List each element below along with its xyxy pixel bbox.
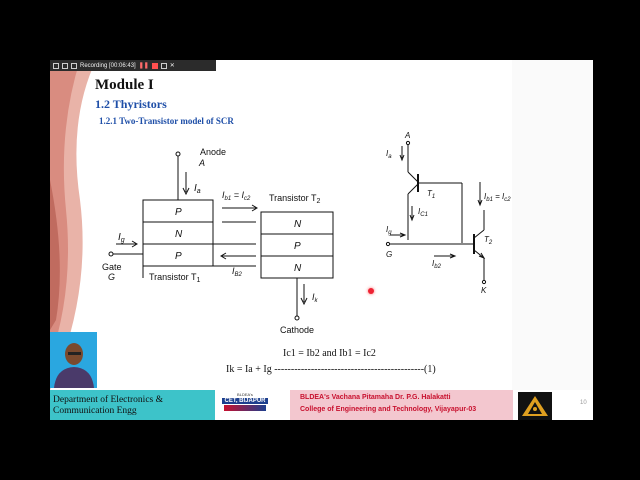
t1-subscript: 1 bbox=[196, 277, 201, 284]
subsection-title: 1.2.1 Two-Transistor model of SCR bbox=[99, 116, 234, 126]
close-icon[interactable]: ✕ bbox=[169, 63, 175, 69]
anode-letter: A bbox=[199, 158, 206, 168]
logo-line-1: BLDEA's bbox=[237, 392, 253, 397]
copy-icon[interactable] bbox=[62, 63, 68, 69]
svg-text:IC1 bbox=[418, 207, 428, 218]
college-emblem bbox=[518, 392, 552, 420]
svg-text:Ig bbox=[118, 232, 125, 244]
slide-number: 10 bbox=[580, 400, 587, 406]
t2-layer-n-top: N bbox=[294, 219, 302, 230]
equation-1: Ik = Ia + Ig ---------------------------------------------(1) bbox=[226, 364, 436, 375]
svg-text:Transistor T1 bbox=[149, 272, 201, 284]
college-line-2: College of Engineering and Technology, Vijayapur-03 bbox=[300, 406, 477, 413]
svg-text:Ia bbox=[194, 183, 201, 195]
circuit-cathode-letter: K bbox=[481, 286, 487, 295]
circuit-anode-letter: A bbox=[405, 131, 411, 140]
circuit-ig-subscript: g bbox=[388, 230, 392, 236]
circuit-ib2-label: I bbox=[432, 259, 435, 268]
two-transistor-circuit-diagram bbox=[380, 130, 515, 310]
department-line-2: Communication Engg bbox=[53, 406, 137, 416]
anode-label: Anode bbox=[200, 147, 227, 157]
circuit-t1-label: T bbox=[427, 189, 432, 198]
circuit-ib1-label: I bbox=[484, 192, 487, 201]
circuit-ia-label: I bbox=[386, 149, 389, 158]
t1-layer-p-top: P bbox=[175, 207, 182, 218]
circuit-ig-label: I bbox=[386, 225, 389, 234]
svg-text:T1 bbox=[427, 189, 435, 200]
two-transistor-block-diagram bbox=[98, 144, 358, 344]
camera-icon[interactable] bbox=[161, 63, 167, 69]
transistor-t2-label: Transistor T bbox=[269, 193, 317, 203]
circuit-ia-subscript: a bbox=[388, 154, 392, 160]
svg-text:Ib1 = Ic2: $I_{b1} = I_{c2}$ bbox=[484, 192, 511, 203]
ig-label: I bbox=[118, 232, 121, 243]
ib1-label: I bbox=[222, 190, 225, 200]
ib2-subscript: B2 bbox=[234, 272, 242, 278]
laser-pointer bbox=[368, 288, 374, 294]
t2-subscript: 2 bbox=[316, 198, 321, 205]
cathode-label: Cathode bbox=[280, 325, 315, 335]
ik-subscript: k bbox=[314, 298, 318, 304]
pause-icon[interactable]: ❚❚ bbox=[138, 63, 149, 69]
cet-bijapur-logo bbox=[220, 390, 270, 420]
logo-graphic bbox=[224, 405, 266, 411]
svg-text:Ia bbox=[386, 149, 392, 160]
window-icon[interactable] bbox=[53, 63, 59, 69]
department-name bbox=[53, 395, 163, 417]
svg-text:T2 bbox=[484, 235, 493, 246]
ia-label: I bbox=[194, 183, 197, 194]
t1-layer-n: N bbox=[175, 229, 183, 240]
section-title: 1.2 Thyristors bbox=[95, 97, 167, 111]
settings-icon[interactable] bbox=[71, 63, 77, 69]
t2-layer-p: P bbox=[294, 241, 301, 252]
ig-subscript: g bbox=[120, 237, 125, 244]
gate-label: Gate bbox=[102, 262, 122, 272]
presenter-webcam bbox=[50, 332, 97, 388]
svg-text:Ib1 = Ic2: $I_{b1} = I_{c2}$ bbox=[222, 190, 251, 202]
module-title: Module I bbox=[95, 77, 154, 93]
svg-text:Ig bbox=[386, 225, 392, 236]
t2-layer-n-bottom: N bbox=[294, 263, 302, 274]
ik-label: I bbox=[312, 292, 315, 302]
svg-text:Transistor T2 bbox=[269, 193, 321, 205]
t1-layer-p-bottom: P bbox=[175, 251, 182, 262]
college-line-1: BLDEA's Vachana Pitamaha Dr. P.G. Halakatti bbox=[300, 394, 451, 401]
stop-icon[interactable] bbox=[152, 63, 158, 69]
circuit-t2-subscript: 2 bbox=[488, 240, 493, 246]
circuit-t2-label: T bbox=[484, 235, 489, 244]
circuit-ic1-subscript: C1 bbox=[420, 212, 428, 218]
equation-currents: Ic1 = Ib2 and Ib1 = Ic2 bbox=[283, 348, 376, 359]
logo-line-2: CET, BIJAPUR bbox=[222, 398, 268, 404]
svg-text:IB2 bbox=[232, 266, 243, 278]
department-line-1: Department of Electronics & bbox=[53, 395, 164, 405]
gate-letter: G bbox=[108, 272, 116, 282]
slide-right-margin bbox=[512, 60, 593, 390]
ia-subscript: a bbox=[196, 188, 201, 195]
circuit-ic1-label: I bbox=[418, 207, 421, 216]
circuit-gate-letter: G bbox=[386, 250, 393, 259]
recording-timer: Recording [00:06:43] bbox=[80, 62, 136, 69]
transistor-t1-label: Transistor T bbox=[149, 272, 197, 282]
circuit-ib2-subscript: b2 bbox=[434, 264, 441, 270]
recording-toolbar bbox=[50, 60, 216, 71]
svg-text:Ib2 bbox=[432, 259, 442, 270]
svg-text:Ik bbox=[312, 292, 319, 304]
circuit-t1-subscript: 1 bbox=[431, 194, 436, 200]
ib2-label: I bbox=[232, 266, 235, 276]
slide bbox=[50, 60, 593, 420]
